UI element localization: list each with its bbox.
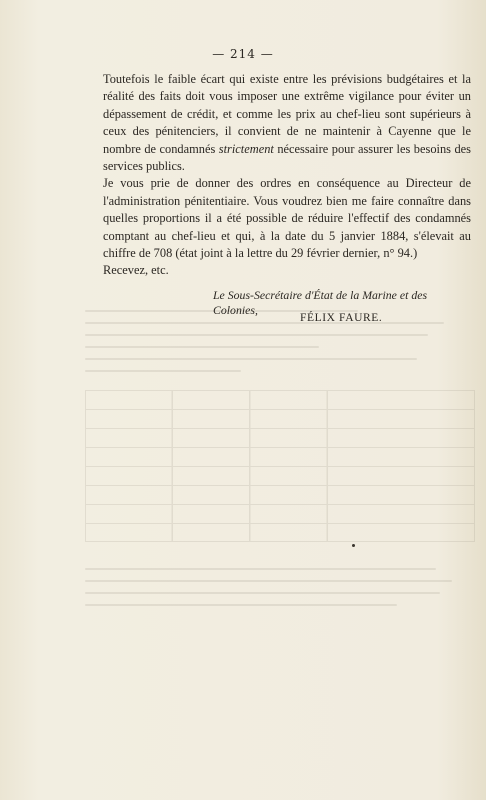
bleed-through-table — [85, 390, 475, 542]
letter-body — [103, 71, 471, 280]
signatory-title: Le Sous-Secrétaire d'État de la Marine et des Colonies, — [213, 288, 428, 317]
page-number: — 214 — — [212, 47, 274, 61]
bleed-through-text — [85, 300, 475, 720]
paragraph-1: Toutefois le faible écart qui existe entre les prévisions budgétaires et la réalité des faits doit vous imposer une extrême vigilance pour éviter un dépassement de crédit, et comme les prix au chef-lieu sont supérieurs à ceux des pénitenciers, il convient de ne maintenir à Cayenne que le nombre de condamnés strictement nécessaire pour assurer les besoins des services publics. — [103, 72, 471, 174]
signatory-name: FÉLIX FAURE. — [300, 312, 383, 324]
paragraph-3: Recevez, etc. — [103, 263, 169, 278]
ink-speck — [352, 544, 355, 547]
emphasis-strictement: strictement — [218, 141, 274, 156]
paragraph-2: Je vous prie de donner des ordres en conséquence au Directeur de l'administration pénitentiaire. Vous voudrez bien me faire connaître dans quelles proportions il a été possible de réduire l'effectif des condamnés comptant au chef-lieu et qui, à la date du 5 janvier 1884, s'élevait au chiffre de 708 (état joint à la lettre du 29 février dernier, n° 94.) — [103, 176, 471, 261]
